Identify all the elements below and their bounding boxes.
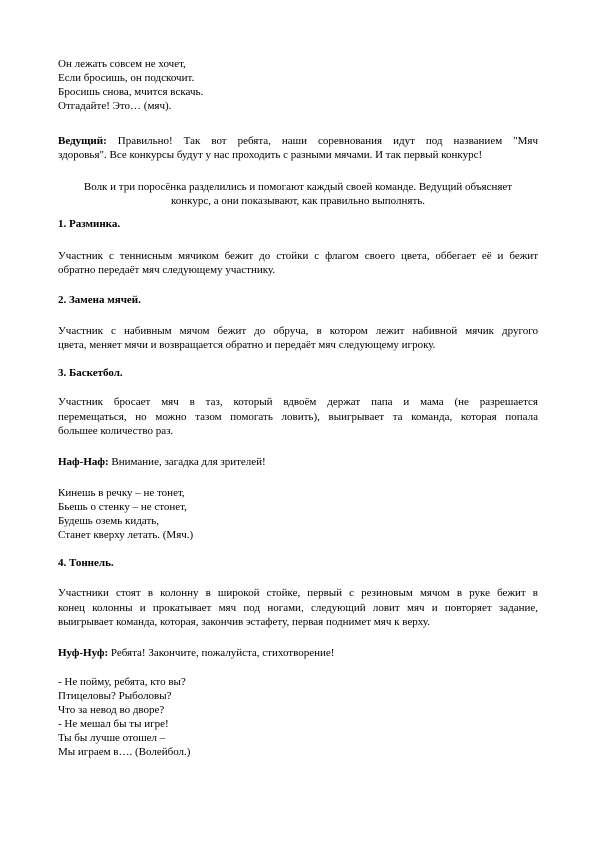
stage-note-line: конкурс, а они показывают, как правильно выполнять. [170,195,426,207]
paragraph-line: Участник с набивным мячом бежит до обруча, в котором лежит набивной мячик другого [58,325,538,337]
poem-line: Он лежать совсем не хочет, [58,58,186,70]
dialogue-line [58,646,334,660]
paragraph-line: выигрывает команда, которая, закончив эстафету, первая поднимет мяч к верху. [58,616,430,628]
section-heading: 3. Баскетбол. [58,367,123,379]
poem-line: - Не пойму, ребята, кто вы? [58,676,186,688]
paragraph-line: Участник бросает мяч в таз, который вдвоём держат папа и мама (не разрешается [58,396,538,408]
paragraph-line: обратно передаёт мяч следующему участнику. [58,264,276,276]
paragraph-line: конец колонны и прокатывает мяч под ногами, следующий ловит мяч и повторяет задание, [58,602,538,614]
poem-line: Если бросишь, он подскочит. [58,72,195,84]
poem-line: Будешь оземь кидать, [58,515,160,527]
poem-line: Бросишь снова, мчится вскачь. [58,86,204,98]
poem-line: Кинешь в речку – не тонет, [58,487,185,499]
dialogue-text: Ребята! Закончите, пожалуйста, стихотворение! [110,647,335,659]
poem-line: Ты бы лучше отошел – [58,732,166,744]
speaker-label: Ведущий: [58,135,107,147]
speaker-label: Наф-Наф: [58,456,109,468]
poem-line: Бьешь о стенку – не стонет, [58,501,187,513]
section-heading: 2. Замена мячей. [58,294,141,306]
section-heading: 4. Тоннель. [58,557,114,569]
dialogue-text: Внимание, загадка для зрителей! [111,456,266,468]
paragraph-line: перемещаться, но можно тазом помогать ловить), выигрывает та команда, которая попала [58,411,538,423]
poem-line: Отгадайте! Это… (мяч). [58,100,172,112]
section-heading: 1. Разминка. [58,218,121,230]
paragraph-line: большее количество раз. [58,425,174,437]
paragraph-line: Участники стоят в колонну в широкой стойке, первый с резиновым мячом в руке бежит в [58,587,538,599]
poem-line: Птицеловы? Рыболовы? [58,690,172,702]
poem-line: Мы играем в…. (Волейбол.) [58,746,191,758]
stage-note-line: Волк и три поросёнка разделились и помогают каждый своей команде. Ведущий объясняет [83,181,513,193]
paragraph-line: Участник с теннисным мячиком бежит до стойки с флагом своего цвета, оббегает её и бежит [58,250,538,262]
poem-line: - Не мешал бы ты игре! [58,718,169,730]
poem-line: Что за невод во дворе? [58,704,165,716]
poem-line: Станет кверху летать. (Мяч.) [58,529,194,541]
dialogue-line [58,455,266,469]
host-intro-line: здоровья". Все конкурсы будут у нас проходить с разными мячами. И так первый конкурс! [58,149,483,161]
speaker-label: Нуф-Нуф: [58,647,109,659]
host-intro-text: Правильно! Так вот ребята, наши соревнования идут под названием "Мяч [117,135,538,147]
host-intro-line [58,134,538,148]
paragraph-line: цвета, меняет мячи и возвращается обратно и передаёт мяч следующему игроку. [58,339,436,351]
